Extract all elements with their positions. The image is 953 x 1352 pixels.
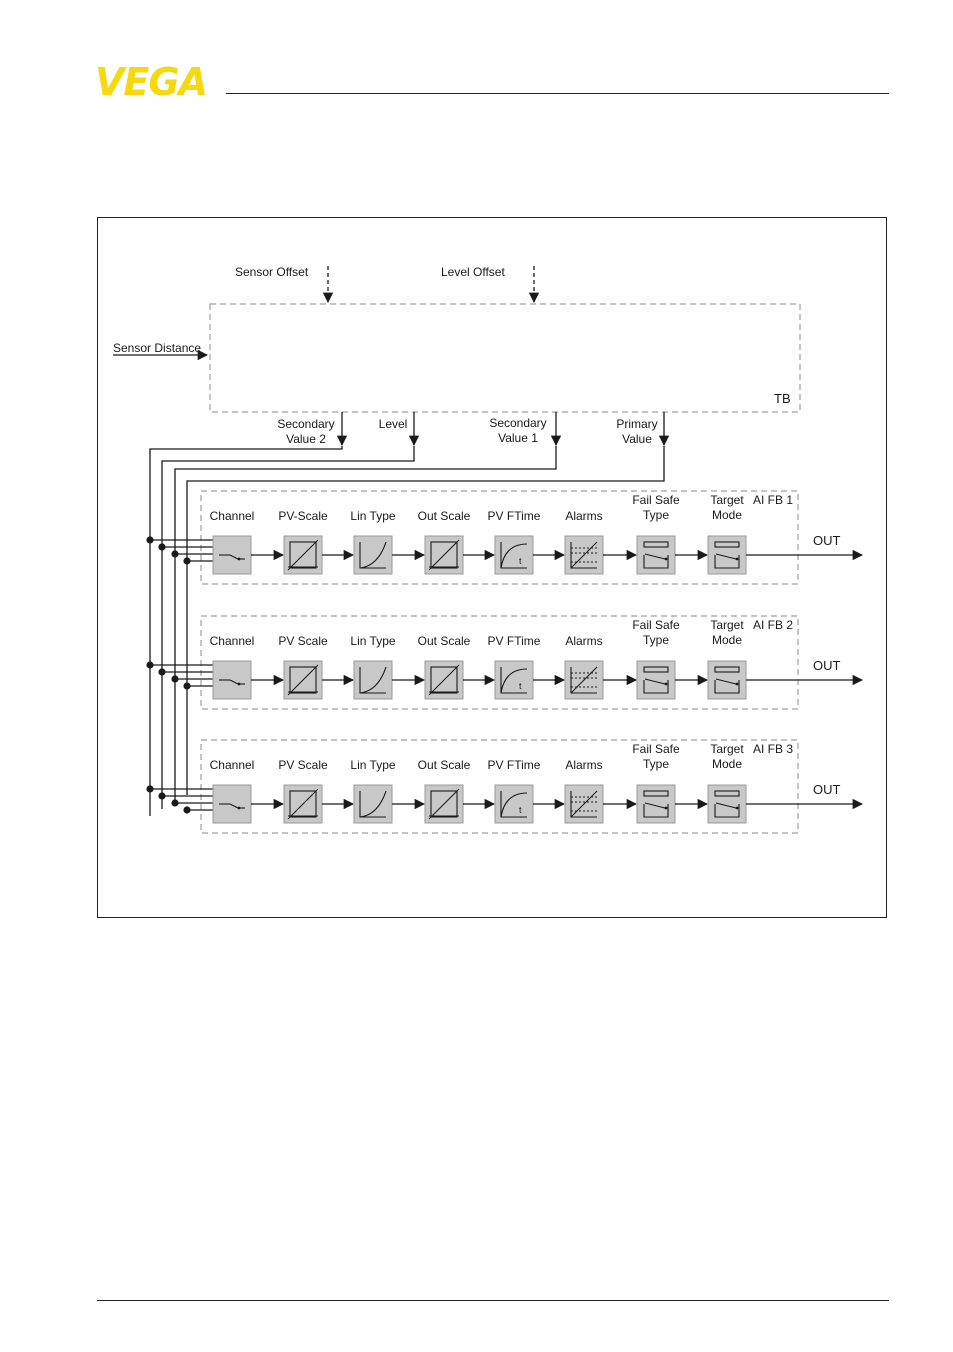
ai-fb-name: AI FB 2 (753, 618, 794, 632)
block-label-pv-scale: PV-Scale (278, 509, 328, 523)
channel-block (213, 785, 251, 823)
block-label-pv-scale: PV Scale (278, 634, 328, 648)
block-label-target-mode-line2: Mode (711, 633, 743, 647)
bus-secondary-value-1 (175, 446, 556, 802)
block-label-out-scale: Out Scale (417, 634, 471, 648)
block-label-fail-safe-type-line1: Fail Safe (632, 618, 680, 632)
output-secondary-value-2-line2: Value 2 (286, 432, 326, 446)
junction-dot (146, 785, 153, 792)
block-label-lin-type: Lin Type (350, 758, 396, 772)
block-label-target-mode-line1: Target (710, 618, 744, 632)
output-secondary-value-2-line1: Secondary (277, 417, 335, 431)
level-offset-label: Level Offset (441, 265, 505, 279)
header-rule (226, 93, 889, 94)
junction-dot (158, 668, 165, 675)
vega-logo-text: VEGA (95, 62, 207, 98)
footer-rule (97, 1300, 889, 1301)
signal-flow-diagram (98, 218, 888, 919)
junction-dot (158, 543, 165, 550)
block-label-fail-safe-type-line1: Fail Safe (632, 742, 680, 756)
block-label-target-mode-line1: Target (710, 742, 744, 756)
ai-fb-row-1 (146, 491, 862, 584)
block-label-fail-safe-type-line2: Type (642, 633, 670, 647)
channel-block (213, 536, 251, 574)
block-label-pv-scale: PV Scale (278, 758, 328, 772)
block-label-lin-type: Lin Type (350, 509, 396, 523)
block-label-target-mode-line1: Target (710, 493, 744, 507)
junction-dot (183, 806, 190, 813)
block-label-out-scale: Out Scale (417, 758, 471, 772)
block-label-channel: Channel (209, 634, 255, 648)
junction-dot (171, 675, 178, 682)
block-label-channel: Channel (209, 509, 255, 523)
block-label-fail-safe-type-line2: Type (642, 508, 670, 522)
function-block-rows (146, 491, 862, 833)
junction-dot (171, 550, 178, 557)
block-label-alarms: Alarms (565, 509, 603, 523)
output-secondary-value-1-line1: Secondary (489, 416, 547, 430)
out-label: OUT (813, 658, 841, 673)
channel-block (213, 661, 251, 699)
output-level-line1: Level (378, 417, 408, 431)
tb-label: TB (774, 391, 791, 406)
block-label-channel: Channel (209, 758, 255, 772)
vega-logo-mark (95, 62, 221, 98)
block-label-pv-ftime: PV FTime (487, 758, 541, 772)
junction-dot (158, 792, 165, 799)
ai-fb-row-2 (146, 616, 862, 709)
transducer-block (210, 304, 800, 412)
diagram-frame (97, 217, 887, 918)
block-label-out-scale: Out Scale (417, 509, 471, 523)
block-label-alarms: Alarms (565, 634, 603, 648)
vega-logo (95, 62, 221, 103)
ai-fb-name: AI FB 3 (753, 742, 794, 756)
bus-level (162, 446, 414, 809)
block-label-target-mode-line2: Mode (711, 508, 743, 522)
block-label-alarms: Alarms (565, 758, 603, 772)
sensor-distance-label: Sensor Distance (113, 341, 202, 355)
block-label-pv-ftime: PV FTime (487, 634, 541, 648)
junction-dot (183, 682, 190, 689)
block-label-lin-type: Lin Type (350, 634, 396, 648)
sensor-offset-label: Sensor Offset (235, 265, 309, 279)
block-label-pv-ftime: PV FTime (487, 509, 541, 523)
block-label-fail-safe-type-line1: Fail Safe (632, 493, 680, 507)
svg-text:t: t (519, 556, 522, 566)
ai-fb-name: AI FB 1 (753, 493, 794, 507)
junction-dot (146, 661, 153, 668)
output-secondary-value-1-line2: Value 1 (498, 431, 538, 445)
junction-dot (146, 536, 153, 543)
block-label-target-mode-line2: Mode (711, 757, 743, 771)
junction-dot (171, 799, 178, 806)
out-label: OUT (813, 533, 841, 548)
bus-primary-value (187, 446, 664, 795)
junction-dot (183, 557, 190, 564)
output-primary-value-line1: Primary (616, 417, 658, 431)
svg-text:t: t (519, 681, 522, 691)
output-primary-value-line2: Value (622, 432, 652, 446)
svg-text:t: t (519, 805, 522, 815)
out-label: OUT (813, 782, 841, 797)
ai-fb-row-3 (146, 740, 862, 833)
block-label-fail-safe-type-line2: Type (642, 757, 670, 771)
